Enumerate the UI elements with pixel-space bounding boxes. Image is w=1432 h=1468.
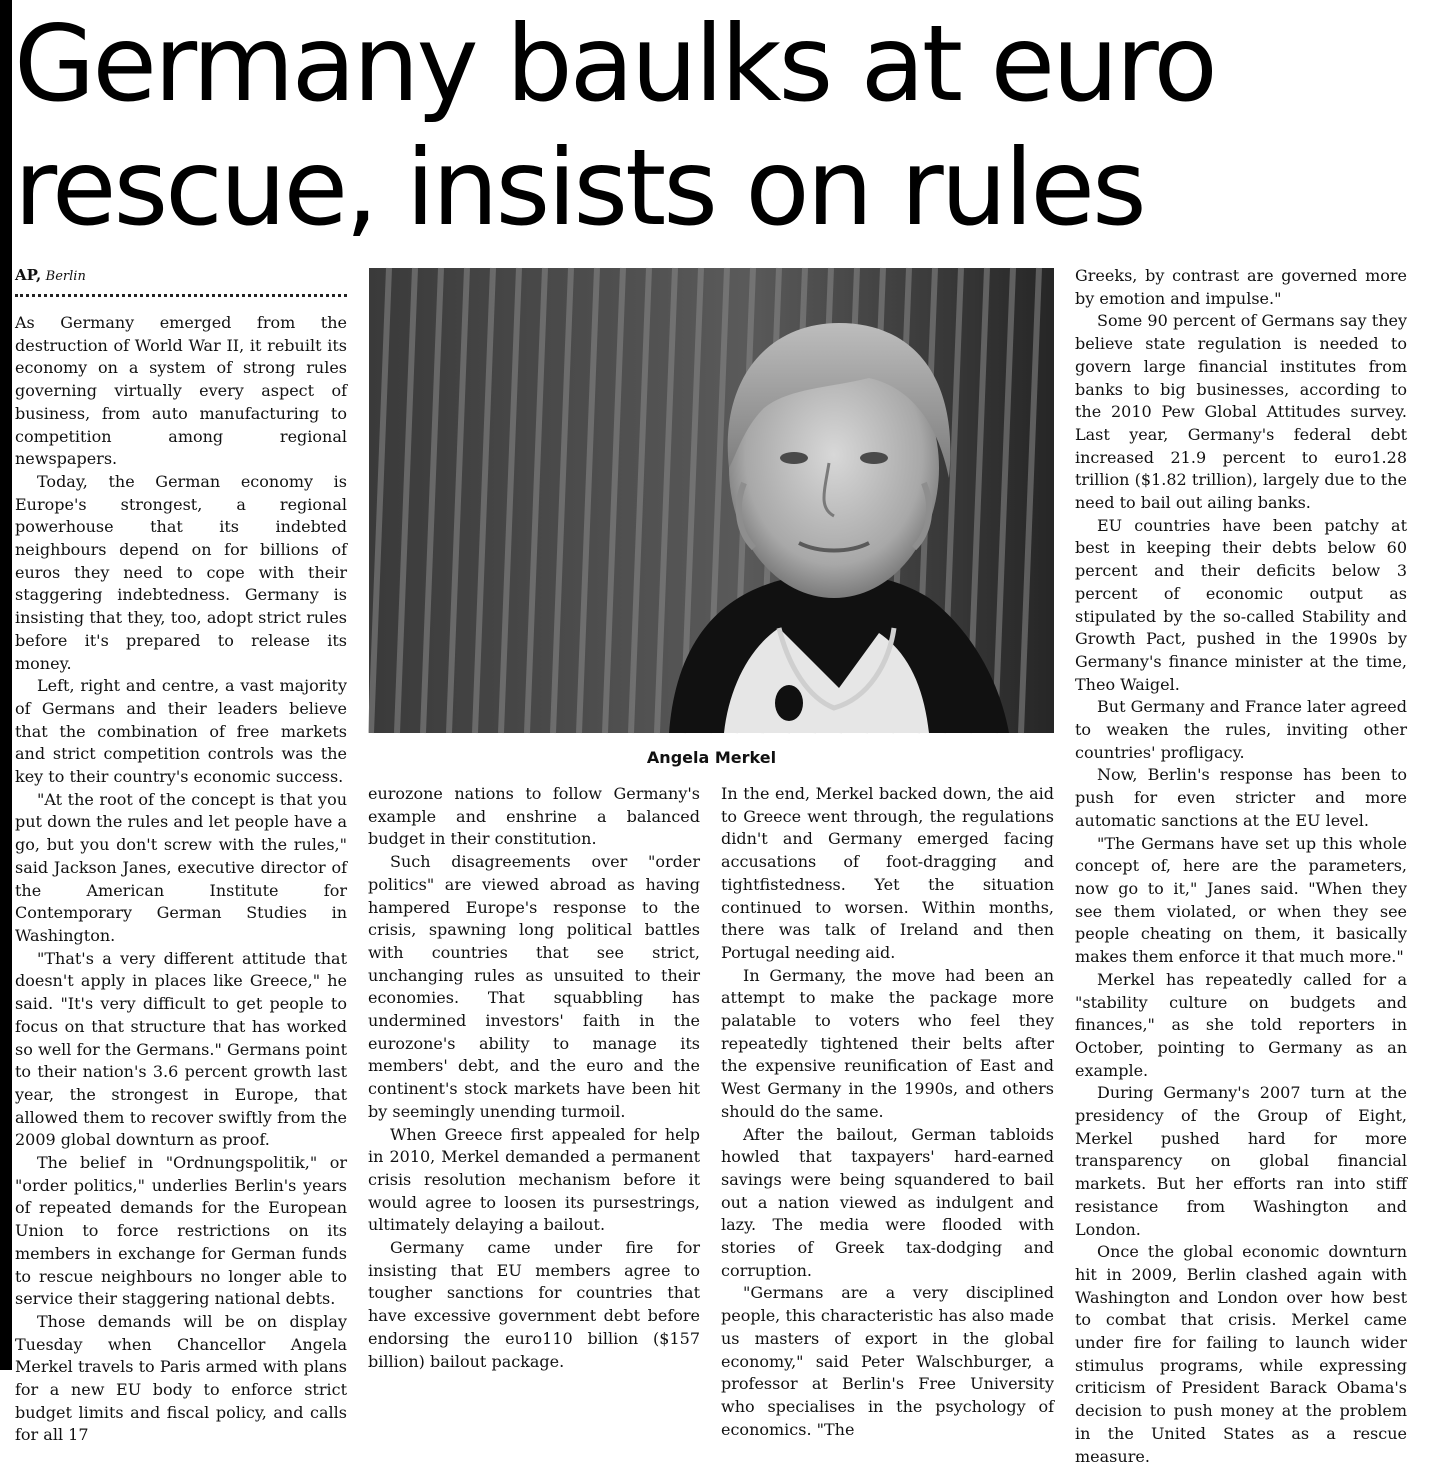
dotted-divider — [15, 294, 347, 297]
article-paragraph: Today, the German economy is Europe's strongest, a regional powerhouse that its indebted neighbours depend on for billions of euros they need to cope with their staggering indebtedness. Germany is insisting that they, too, adopt strict rules before it's prepared to release its money. — [15, 471, 347, 673]
article-paragraph: After the bailout, German tabloids howled that taxpayers' hard-earned savings were being squandered to bail out a nation viewed as indulgent and lazy. The media were flooded with stories of Greek tax-dodging and corruption. — [721, 1124, 1054, 1280]
article-paragraph: "At the root of the concept is that you put down the rules and let people have a go, but you don't screw with the rules," said Jackson Janes, executive director of the American Institute for Contemporary German Studies in Washington. — [15, 789, 347, 945]
article-paragraph: Merkel has repeatedly called for a "stability culture on budgets and finances," as she told reporters in October, pointing to Germany as an example. — [1075, 969, 1407, 1080]
article-column-4 — [1075, 265, 1407, 1466]
article-paragraph: But Germany and France later agreed to weaken the rules, inviting other countries' profligacy. — [1075, 697, 1407, 762]
article-paragraph: Now, Berlin's response has been to push for even stricter and more automatic sanctions at the EU level. — [1075, 765, 1407, 830]
left-margin-bar — [0, 0, 12, 1370]
byline-agency: AP, — [15, 266, 42, 284]
article-paragraph: The belief in "Ordnungspolitik," or "order politics," underlies Berlin's years of repeated demands for the European Union to force restrictions on its members in exchange for German funds to rescue neighbours no longer able to service their staggering national debts. — [15, 1153, 347, 1309]
article-paragraph: When Greece first appealed for help in 2010, Merkel demanded a permanent crisis resolution mechanism before it would agree to loosen its pursestrings, ultimately delaying a bailout. — [368, 1124, 700, 1235]
article-paragraph: Those demands will be on display Tuesday when Chancellor Angela Merkel travels to Paris armed with plans for a new EU body to enforce strict budget limits and fiscal policy, and calls for all 17 — [15, 1311, 347, 1445]
article-paragraph: eurozone nations to follow Germany's example and enshrine a balanced budget in their constitution. — [368, 784, 700, 849]
headline-line-1: Germany baulks at euro — [14, 3, 1215, 125]
article-paragraph: In Germany, the move had been an attempt to make the package more palatable to voters who feel they repeatedly tightened their belts after the expensive reunification of East and West Germany in the 1990s, and others should do the same. — [721, 965, 1054, 1121]
article-column-1 — [15, 312, 347, 1445]
article-paragraph: "Germans are a very disciplined people, this characteristic has also made us masters of export in the global economy," said Peter Walschburger, a professor at Berlin's Free University who specialises in the psychology of economics. "The — [721, 1283, 1054, 1439]
article-column-3 — [721, 783, 1054, 1439]
article-paragraph: As Germany emerged from the destruction of World War II, it rebuilt its economy on a system of strong rules governing virtually every aspect of business, from auto manufacturing to competition among regional newspapers. — [15, 313, 347, 469]
byline-place: Berlin — [45, 269, 86, 284]
photo-caption: Angela Merkel — [646, 748, 777, 767]
portrait-photo-illustration — [369, 268, 1054, 733]
article-paragraph: Some 90 percent of Germans say they believe state regulation is needed to govern large financial institutes from banks to big businesses, according to the 2010 Pew Global Attitudes survey. Last year, Germany's federal debt increased 21.9 percent to euro1.28 trillion ($1.82 trillion), largely due to the need to bail out ailing banks. — [1075, 311, 1407, 513]
article-photo — [369, 268, 1054, 733]
article-paragraph: Once the global economic downturn hit in 2009, Berlin clashed again with Washington and London over how best to combat that crisis. Merkel came under fire for failing to launch wider stimulus programs, while expressing criticism of President Barack Obama's decision to push money at the problem in the United States as a rescue measure. — [1075, 1242, 1407, 1466]
article-paragraph: "That's a very different attitude that doesn't apply in places like Greece," he said. "It's very difficult to get people to focus on that structure that has worked so well for the Germans." Germans point to their nation's 3.6 percent growth last year, the strongest in Europe, that allowed them to recover swiftly from the 2009 global downturn as proof. — [15, 948, 347, 1150]
article-paragraph: In the end, Merkel backed down, the aid to Greece went through, the regulations didn't and Germany emerged facing accusations of foot-dragging and tightfistedness. Yet the situation continued to worsen. Within months, there was talk of Ireland and then Portugal needing aid. — [721, 784, 1054, 962]
byline — [15, 266, 347, 284]
article-paragraph: Left, right and centre, a vast majority of Germans and their leaders believe that the combination of free markets and strict competition controls was the key to their country's economic success. — [15, 676, 347, 787]
article-paragraph: Such disagreements over "order politics" are viewed abroad as having hampered Europe's response to the crisis, spawning long political battles with countries that see strict, unchanging rules as unsuited to their economies. That squabbling has undermined investors' faith in the eurozone's ability to manage its members' debt, and the euro and the continent's stock markets have been hit by seemingly unending turmoil. — [368, 852, 700, 1121]
article-paragraph: During Germany's 2007 turn at the presidency of the Group of Eight, Merkel pushed hard for more transparency on global financial markets. But her efforts ran into stiff resistance from Washington and London. — [1075, 1083, 1407, 1239]
article-column-2 — [368, 783, 700, 1371]
headline — [14, 2, 1424, 250]
article-paragraph: Germany came under fire for insisting that EU members agree to tougher sanctions for countries that have excessive government debt before endorsing the euro110 billion ($157 billion) bailout package. — [368, 1238, 700, 1371]
article-paragraph: Greeks, by contrast are governed more by emotion and impulse." — [1075, 266, 1407, 308]
headline-line-2: rescue, insists on rules — [14, 127, 1144, 249]
article-paragraph: EU countries have been patchy at best in keeping their debts below 60 percent and their deficits below 3 percent of economic output as stipulated by the so-called Stability and Growth Pact, pushed in the 1990s by Germany's finance minister at the time, Theo Waigel. — [1075, 515, 1407, 694]
article-paragraph: "The Germans have set up this whole concept of, here are the parameters, now go to it," Janes said. "When they see them violated, or when they see people cheating on them, it basically makes them enforce it that much more." — [1075, 833, 1407, 967]
